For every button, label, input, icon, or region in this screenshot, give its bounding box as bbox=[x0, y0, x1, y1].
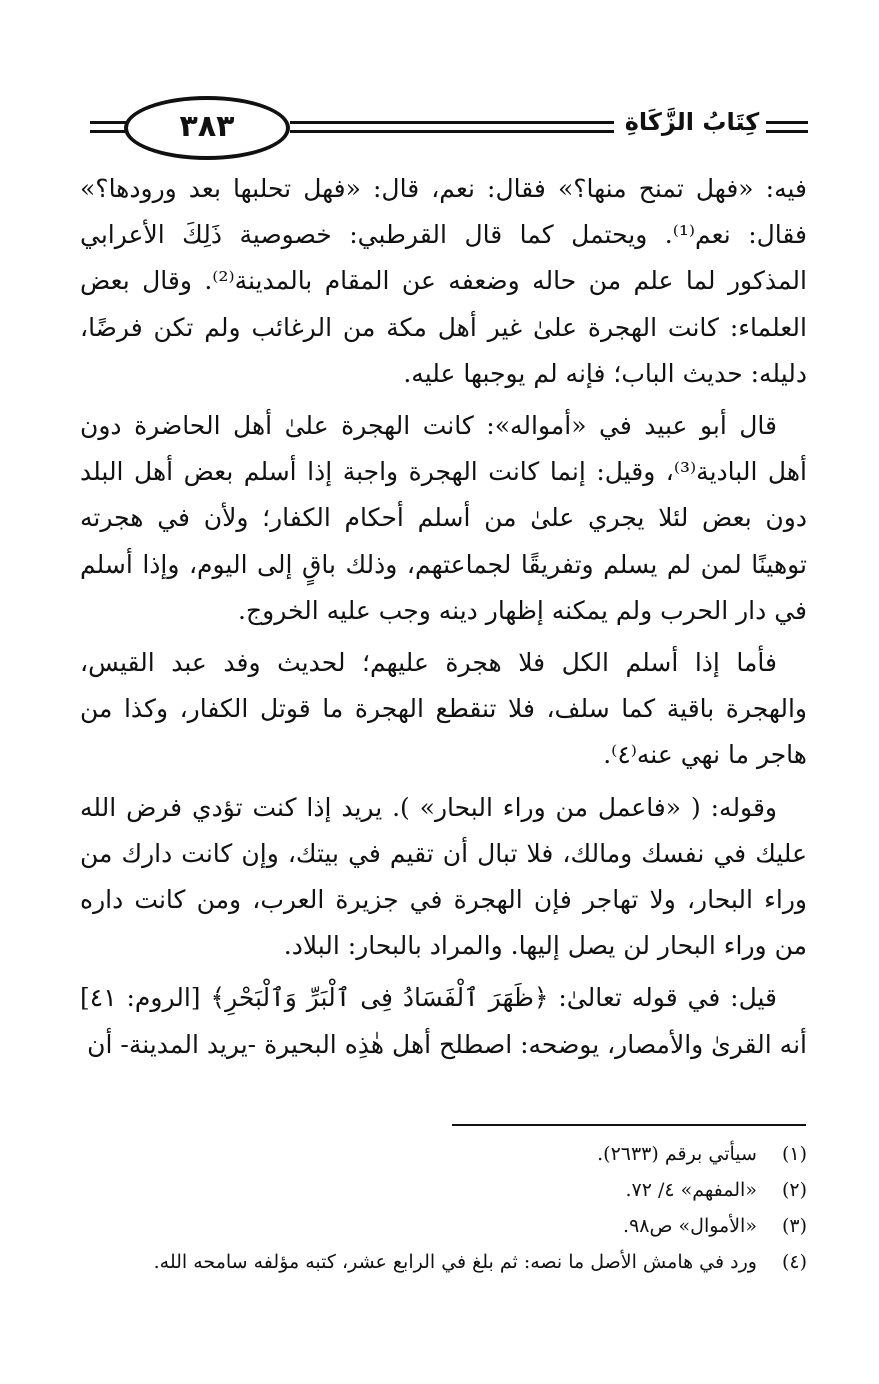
header-rule bbox=[290, 121, 614, 124]
footnote bbox=[80, 1244, 807, 1280]
footnote-number: (٢) bbox=[781, 1179, 807, 1201]
page-number-badge bbox=[124, 96, 290, 160]
page-number: ٣٨٣ bbox=[179, 108, 235, 144]
footnote-number: (٤) bbox=[781, 1251, 807, 1273]
footnote-text: «المفهم» ٤/ ٧٢. bbox=[625, 1179, 757, 1201]
paragraph: وقوله: ( «فاعمل من وراء البحار» ). يريد إذا كنت تؤدي فرض الله عليك في نفسك ومالك، فلا تبال أن تقيم في بيتك، وإن كانت دارك من وراء البحار، ولا تهاجر فإن الهجرة في جزيرة العرب، ومن كانت داره من وراء البحار لن يصل إليها. والمراد بالبحار: البلاد. bbox=[80, 792, 807, 961]
paragraph: قال أبو عبيد في «أمواله»: كانت الهجرة علىٰ أهل الحاضرة دون أهل البادية⁽³⁾، وقيل: إنما كانت الهجرة واجبة إذا أسلم بعض أهل البلد دون بعض لئلا يجري علىٰ من أسلم أحكام الكفار؛ ولأن في هجرته توهينًا لمن لم يسلم وتفريقًا لجماعتهم، وذلك باقٍ إلى اليوم، وإذا أسلم في دار الحرب ولم يمكنه إظهار دينه وجب عليه الخروج. bbox=[80, 411, 807, 625]
page-header bbox=[84, 92, 809, 164]
footnote-number: (١) bbox=[781, 1143, 807, 1165]
paragraph: قيل: في قوله تعالىٰ: ﴿ظَهَرَ ٱلْفَسَادُ فِى ٱلْبَرِّ وَٱلْبَحْرِ﴾ [الروم: ٤١] أنه القرىٰ والأمصار، يوضحه: اصطلح أهل هٰذِه البحيرة -يريد المدينة- أن bbox=[80, 983, 807, 1059]
footnote-number: (٣) bbox=[781, 1215, 807, 1237]
footnote-separator bbox=[452, 1124, 806, 1126]
paragraph: فيه: «فهل تمنح منها؟» فقال: نعم، قال: «فهل تحلبها بعد ورودها؟» فقال: نعم⁽¹⁾. ويحتمل كما قال القرطبي: خصوصية ذَلِكَ الأعرابي المذكور لما علم من حاله وضعفه عن المقام بالمدينة⁽²⁾. وقال بعض العلماء: كانت الهجرة علىٰ غير أهل مكة من الرغائب ولم تكن فرضًا، دليله: حديث الباب؛ فإنه لم يوجبها عليه. bbox=[80, 174, 807, 388]
footnotes bbox=[80, 1136, 807, 1280]
running-title: كِتَابُ الزَّكَاةِ bbox=[624, 108, 760, 136]
main-text bbox=[80, 166, 807, 1074]
footnote bbox=[80, 1208, 807, 1244]
header-rule bbox=[766, 121, 808, 124]
paragraph: فأما إذا أسلم الكل فلا هجرة عليهم؛ لحديث وفد عبد القيس، والهجرة باقية كما سلف، فلا تنقطع الهجرة ما قوتل الكفار، وكذا من هاجر ما نهي عنه⁽٤⁾. bbox=[80, 648, 807, 770]
footnote bbox=[80, 1136, 807, 1172]
header-rule bbox=[290, 130, 614, 133]
footnote-text: «الأموال» ص٩٨. bbox=[623, 1215, 757, 1237]
footnote-text: سيأتي برقم (٢٦٣٣). bbox=[597, 1143, 757, 1165]
footnote-text: ورد في هامش الأصل ما نصه: ثم بلغ في الرابع عشر، كتبه مؤلفه سامحه الله. bbox=[153, 1251, 757, 1273]
footnote bbox=[80, 1172, 807, 1208]
header-rule bbox=[766, 130, 808, 133]
